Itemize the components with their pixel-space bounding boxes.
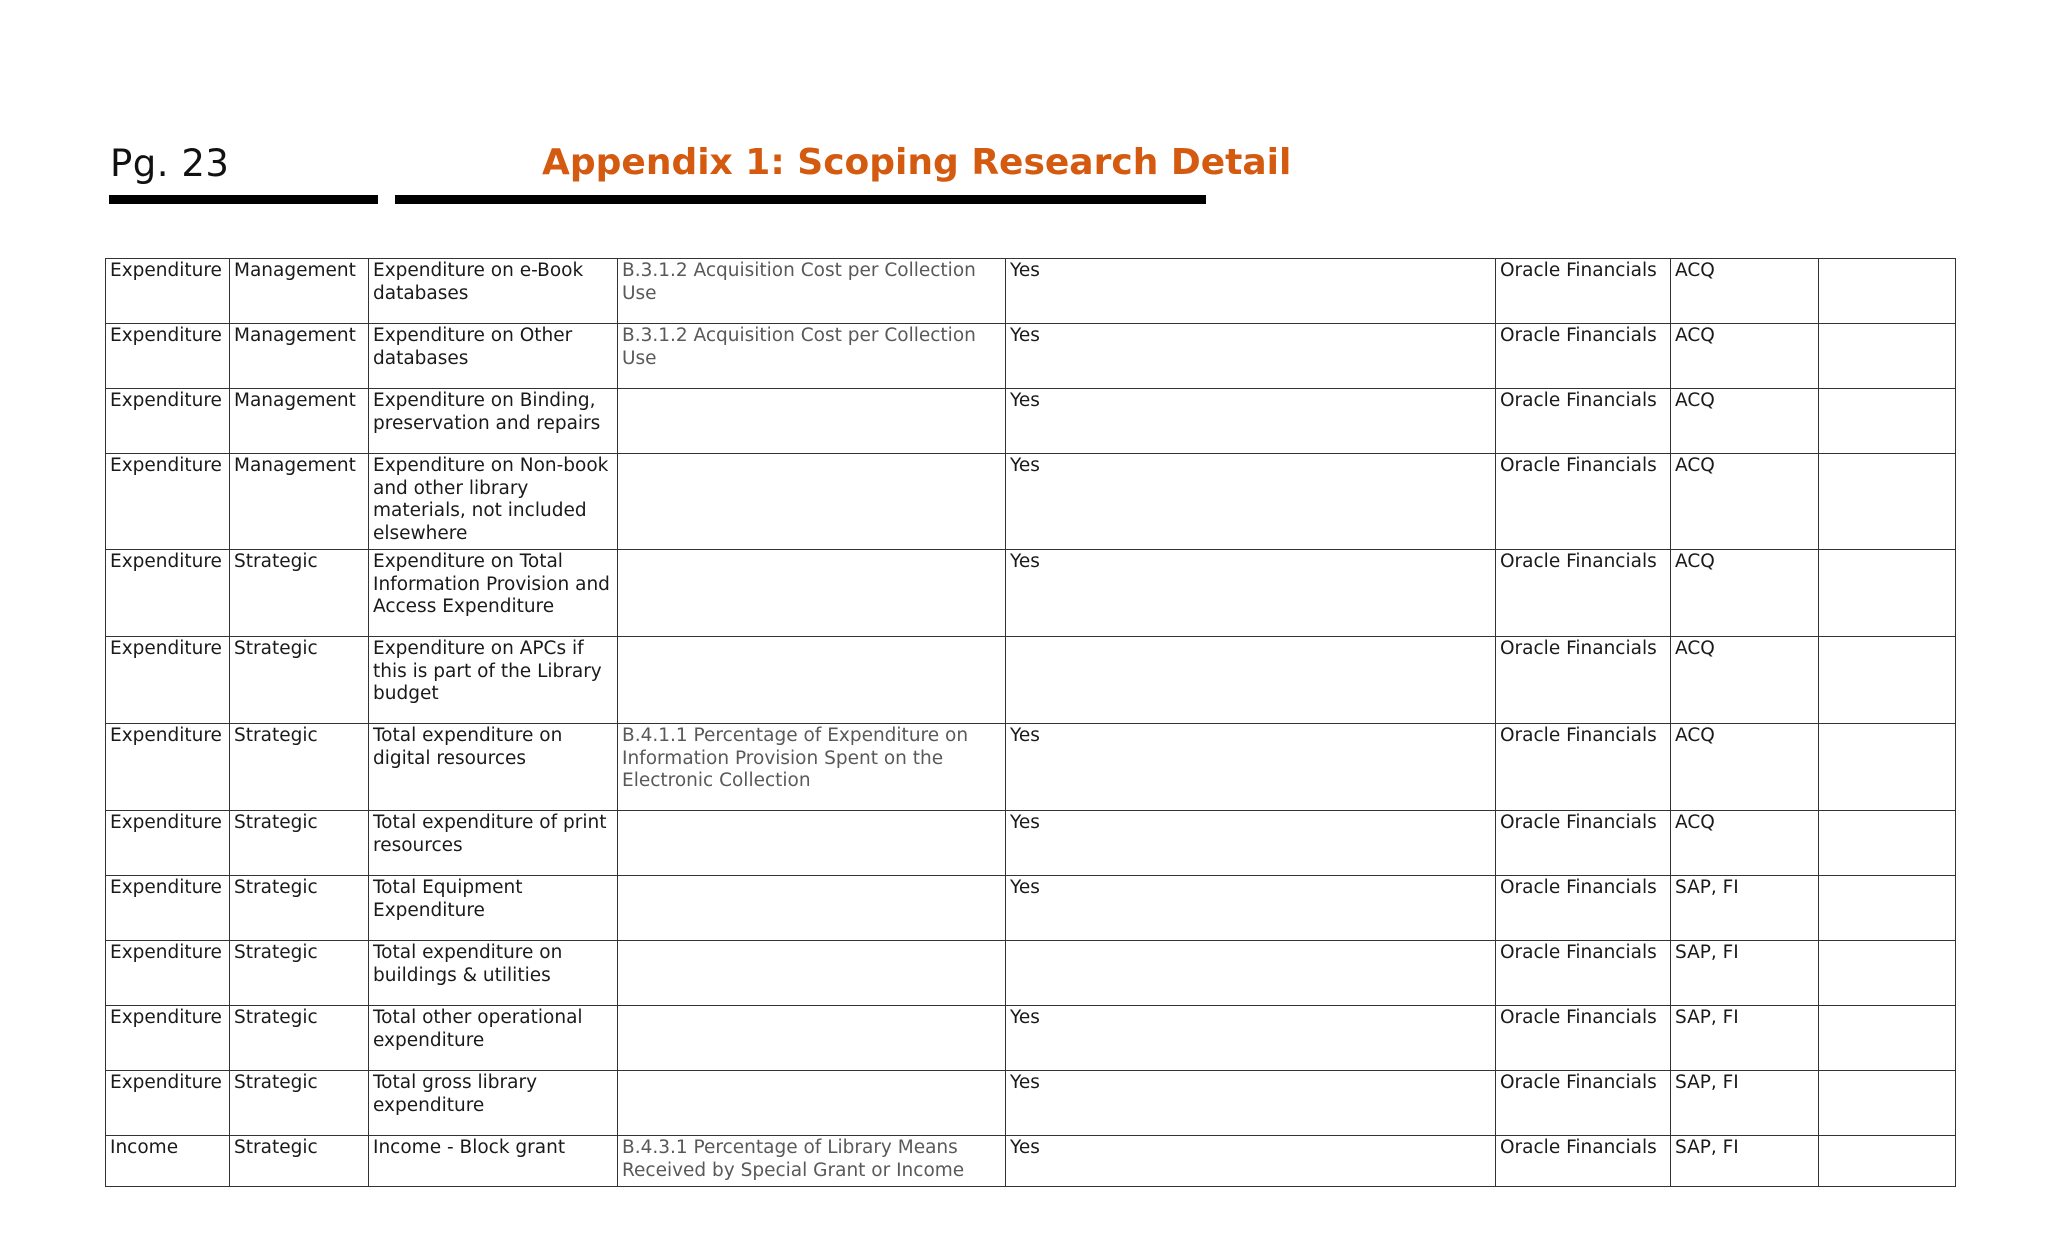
reference-cell: B.3.1.2 Acquisition Cost per Collection Use bbox=[618, 259, 1006, 324]
available-cell: Yes bbox=[1006, 1071, 1496, 1136]
reference-cell bbox=[618, 550, 1006, 637]
source-cell: Oracle Financials bbox=[1496, 550, 1671, 637]
measure-cell: Expenditure on Non-book and other library materials, not included elsewhere bbox=[369, 454, 618, 550]
category-cell: Expenditure bbox=[106, 876, 230, 941]
level-cell: Strategic bbox=[230, 724, 369, 811]
header-rule-right bbox=[395, 195, 1206, 204]
source-cell: Oracle Financials bbox=[1496, 724, 1671, 811]
system-cell: SAP, FI bbox=[1671, 1071, 1819, 1136]
measure-cell: Income - Block grant bbox=[369, 1136, 618, 1187]
source-cell: Oracle Financials bbox=[1496, 324, 1671, 389]
available-cell bbox=[1006, 941, 1496, 1006]
table-row bbox=[106, 811, 1956, 876]
extra-cell bbox=[1819, 324, 1956, 389]
extra-cell bbox=[1819, 876, 1956, 941]
extra-cell bbox=[1819, 454, 1956, 550]
measure-cell: Total expenditure on buildings & utilities bbox=[369, 941, 618, 1006]
category-cell: Expenditure bbox=[106, 550, 230, 637]
category-cell: Expenditure bbox=[106, 324, 230, 389]
measure-cell: Total Equipment Expenditure bbox=[369, 876, 618, 941]
extra-cell bbox=[1819, 1071, 1956, 1136]
system-cell: ACQ bbox=[1671, 389, 1819, 454]
level-cell: Strategic bbox=[230, 550, 369, 637]
level-cell: Strategic bbox=[230, 637, 369, 724]
table-row bbox=[106, 637, 1956, 724]
reference-cell bbox=[618, 811, 1006, 876]
category-cell: Expenditure bbox=[106, 637, 230, 724]
available-cell: Yes bbox=[1006, 876, 1496, 941]
extra-cell bbox=[1819, 811, 1956, 876]
measure-cell: Total expenditure of print resources bbox=[369, 811, 618, 876]
category-cell: Expenditure bbox=[106, 1006, 230, 1071]
available-cell: Yes bbox=[1006, 259, 1496, 324]
level-cell: Management bbox=[230, 324, 369, 389]
extra-cell bbox=[1819, 1136, 1956, 1187]
system-cell: ACQ bbox=[1671, 637, 1819, 724]
category-cell: Expenditure bbox=[106, 811, 230, 876]
system-cell: SAP, FI bbox=[1671, 876, 1819, 941]
category-cell: Expenditure bbox=[106, 389, 230, 454]
source-cell: Oracle Financials bbox=[1496, 811, 1671, 876]
system-cell: ACQ bbox=[1671, 454, 1819, 550]
table-row bbox=[106, 259, 1956, 324]
available-cell: Yes bbox=[1006, 454, 1496, 550]
system-cell: ACQ bbox=[1671, 259, 1819, 324]
available-cell bbox=[1006, 637, 1496, 724]
available-cell: Yes bbox=[1006, 324, 1496, 389]
system-cell: ACQ bbox=[1671, 550, 1819, 637]
source-cell: Oracle Financials bbox=[1496, 941, 1671, 1006]
available-cell: Yes bbox=[1006, 550, 1496, 637]
extra-cell bbox=[1819, 550, 1956, 637]
reference-cell: B.3.1.2 Acquisition Cost per Collection Use bbox=[618, 324, 1006, 389]
category-cell: Expenditure bbox=[106, 941, 230, 1006]
extra-cell bbox=[1819, 259, 1956, 324]
available-cell: Yes bbox=[1006, 724, 1496, 811]
extra-cell bbox=[1819, 1006, 1956, 1071]
measure-cell: Total gross library expenditure bbox=[369, 1071, 618, 1136]
level-cell: Strategic bbox=[230, 1006, 369, 1071]
measure-cell: Expenditure on APCs if this is part of the Library budget bbox=[369, 637, 618, 724]
table-row bbox=[106, 941, 1956, 1006]
measure-cell: Expenditure on Other databases bbox=[369, 324, 618, 389]
reference-cell bbox=[618, 1006, 1006, 1071]
source-cell: Oracle Financials bbox=[1496, 389, 1671, 454]
level-cell: Management bbox=[230, 259, 369, 324]
system-cell: ACQ bbox=[1671, 811, 1819, 876]
category-cell: Expenditure bbox=[106, 259, 230, 324]
source-cell: Oracle Financials bbox=[1496, 259, 1671, 324]
available-cell: Yes bbox=[1006, 1136, 1496, 1187]
category-cell: Expenditure bbox=[106, 454, 230, 550]
table-row bbox=[106, 389, 1956, 454]
reference-cell bbox=[618, 876, 1006, 941]
table-row bbox=[106, 550, 1956, 637]
table-row bbox=[106, 1136, 1956, 1187]
category-cell: Expenditure bbox=[106, 724, 230, 811]
category-cell: Income bbox=[106, 1136, 230, 1187]
reference-cell: B.4.3.1 Percentage of Library Means Received by Special Grant or Income bbox=[618, 1136, 1006, 1187]
measure-cell: Total other operational expenditure bbox=[369, 1006, 618, 1071]
level-cell: Strategic bbox=[230, 811, 369, 876]
header-rule-left bbox=[109, 195, 378, 204]
measure-cell: Expenditure on e-Book databases bbox=[369, 259, 618, 324]
measure-cell: Total expenditure on digital resources bbox=[369, 724, 618, 811]
table-row bbox=[106, 876, 1956, 941]
page-number: Pg. 23 bbox=[110, 142, 230, 185]
scoping-research-table bbox=[105, 258, 1956, 1187]
available-cell: Yes bbox=[1006, 389, 1496, 454]
system-cell: ACQ bbox=[1671, 724, 1819, 811]
measure-cell: Expenditure on Total Information Provision and Access Expenditure bbox=[369, 550, 618, 637]
extra-cell bbox=[1819, 389, 1956, 454]
system-cell: SAP, FI bbox=[1671, 1006, 1819, 1071]
table-body bbox=[106, 259, 1956, 1187]
measure-cell: Expenditure on Binding, preservation and repairs bbox=[369, 389, 618, 454]
reference-cell bbox=[618, 637, 1006, 724]
page-title: Appendix 1: Scoping Research Detail bbox=[542, 142, 1292, 183]
system-cell: SAP, FI bbox=[1671, 1136, 1819, 1187]
available-cell: Yes bbox=[1006, 1006, 1496, 1071]
system-cell: SAP, FI bbox=[1671, 941, 1819, 1006]
source-cell: Oracle Financials bbox=[1496, 1136, 1671, 1187]
level-cell: Strategic bbox=[230, 1071, 369, 1136]
reference-cell bbox=[618, 1071, 1006, 1136]
extra-cell bbox=[1819, 941, 1956, 1006]
category-cell: Expenditure bbox=[106, 1071, 230, 1136]
table-row bbox=[106, 324, 1956, 389]
system-cell: ACQ bbox=[1671, 324, 1819, 389]
extra-cell bbox=[1819, 637, 1956, 724]
level-cell: Strategic bbox=[230, 876, 369, 941]
table-row bbox=[106, 1071, 1956, 1136]
reference-cell bbox=[618, 454, 1006, 550]
source-cell: Oracle Financials bbox=[1496, 1006, 1671, 1071]
level-cell: Management bbox=[230, 454, 369, 550]
source-cell: Oracle Financials bbox=[1496, 637, 1671, 724]
source-cell: Oracle Financials bbox=[1496, 876, 1671, 941]
table-row bbox=[106, 724, 1956, 811]
reference-cell: B.4.1.1 Percentage of Expenditure on Information Provision Spent on the Electronic Collection bbox=[618, 724, 1006, 811]
source-cell: Oracle Financials bbox=[1496, 1071, 1671, 1136]
available-cell: Yes bbox=[1006, 811, 1496, 876]
reference-cell bbox=[618, 941, 1006, 1006]
source-cell: Oracle Financials bbox=[1496, 454, 1671, 550]
table-row bbox=[106, 1006, 1956, 1071]
level-cell: Strategic bbox=[230, 941, 369, 1006]
level-cell: Management bbox=[230, 389, 369, 454]
extra-cell bbox=[1819, 724, 1956, 811]
table-row bbox=[106, 454, 1956, 550]
level-cell: Strategic bbox=[230, 1136, 369, 1187]
reference-cell bbox=[618, 389, 1006, 454]
